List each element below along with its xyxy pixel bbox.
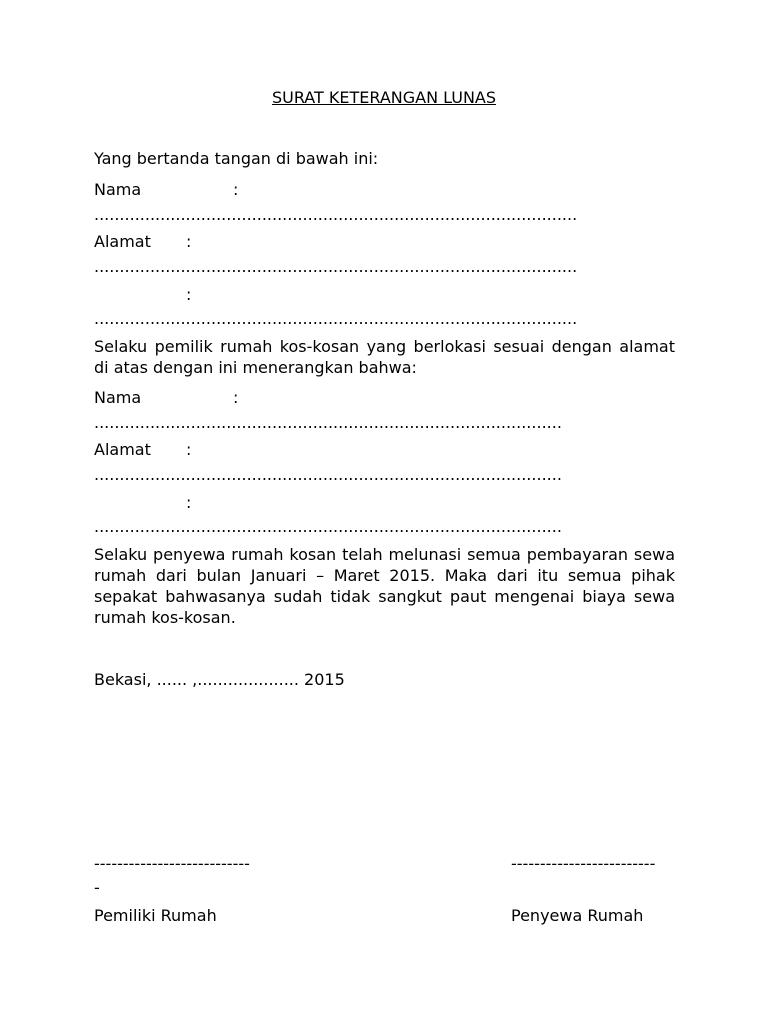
address-label-2: Alamat: [94, 440, 151, 459]
name-dots-1: ...............................................................................................: [94, 205, 578, 224]
address-dots-2: ............................................................................................: [94, 465, 562, 484]
intro-text: Yang bertanda tangan di bawah ini:: [94, 149, 379, 168]
tenant-signature-line: -------------------------: [511, 854, 656, 873]
owner-signature-line-wrap: -: [94, 878, 100, 897]
address-label-1: Alamat: [94, 232, 151, 251]
address-colon-1: :: [186, 232, 192, 251]
name-colon-1: :: [233, 180, 239, 199]
address2-colon-2: :: [186, 493, 192, 512]
owner-signature-line: ---------------------------: [94, 854, 250, 873]
place-date: Bekasi, ...... ,.................... 2015: [94, 670, 345, 689]
address2-dots-2: ............................................................................................: [94, 517, 562, 536]
tenant-label: Penyewa Rumah: [511, 906, 644, 925]
tenant-statement: Selaku penyewa rumah kosan telah melunasi semua pembayaran sewa rumah dari bulan Januari – Maret 2015. Maka dari itu semua pihak sepakat bahwasanya sudah tidak sangkut paut mengenai biaya sewa rumah kos-kosan.: [94, 545, 675, 627]
address-colon-2: :: [186, 440, 192, 459]
name-dots-2: ............................................................................................: [94, 413, 562, 432]
address2-colon-1: :: [186, 285, 192, 304]
address2-dots-1: ...............................................................................................: [94, 309, 578, 328]
document-title: SURAT KETERANGAN LUNAS: [271, 88, 497, 107]
name-label-1: Nama: [94, 180, 142, 199]
address-dots-1: ...............................................................................................: [94, 257, 578, 276]
owner-label: Pemiliki Rumah: [94, 906, 217, 925]
name-label-2: Nama: [94, 388, 142, 407]
owner-statement: Selaku pemilik rumah kos-kosan yang berlokasi sesuai dengan alamat di atas dengan ini menerangkan bahwa:: [94, 337, 675, 377]
name-colon-2: :: [233, 388, 239, 407]
